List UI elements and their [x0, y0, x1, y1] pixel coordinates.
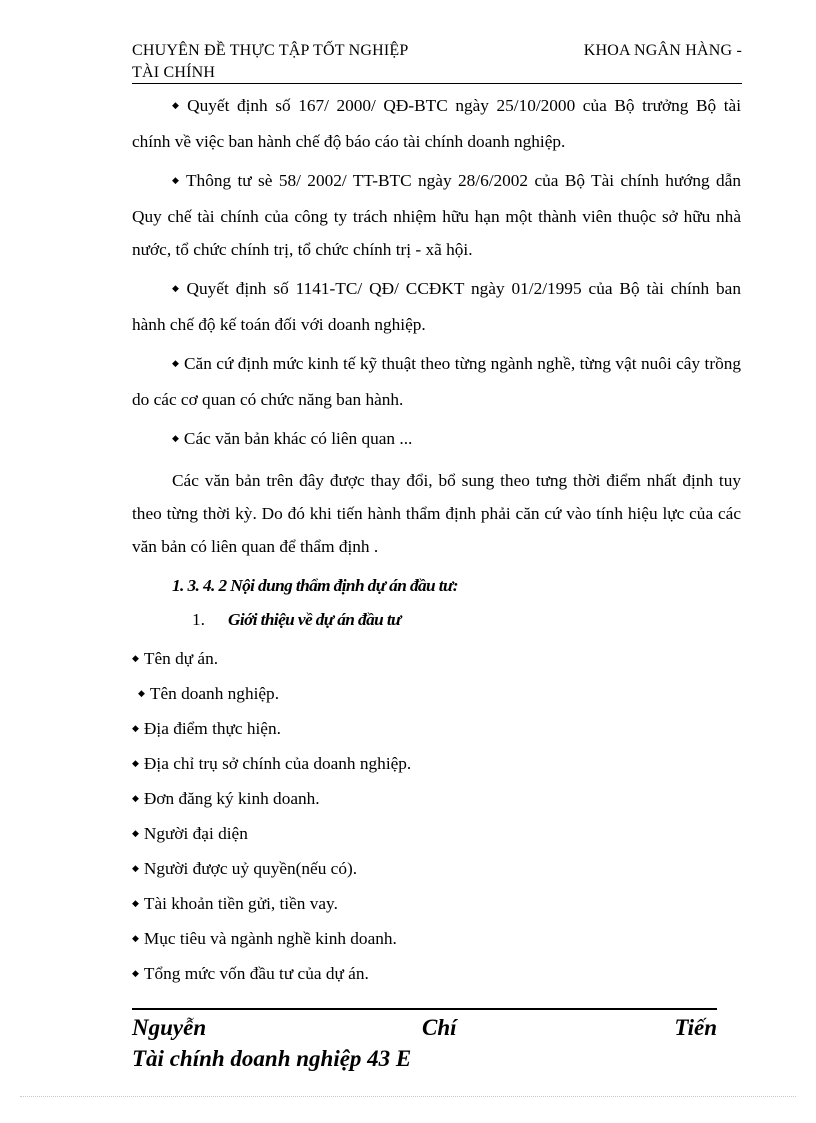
bullet-paragraph: ◆ Căn cứ định mức kinh tế kỹ thuật theo từng ngành nghề, từng vật nuôi cây trồng do các cơ quan có chức năng ban hành. — [132, 347, 741, 416]
footer-rule — [132, 1008, 717, 1010]
subsection-title: Giới thiệu về dự án đầu tư — [228, 610, 401, 629]
list-item: ◆ Địa điểm thực hiện. — [132, 711, 741, 746]
list-item: ◆ Tài khoản tiền gửi, tiền vay. — [132, 886, 741, 921]
list-item: ◆ Tổng mức vốn đầu tư của dự án. — [132, 956, 741, 991]
list-item: ◆ Đơn đăng ký kinh doanh. — [132, 781, 741, 816]
subsection-number: 1. — [192, 610, 205, 629]
header-left-line2: TÀI CHÍNH — [132, 64, 216, 81]
header-left — [132, 40, 408, 84]
list-item: ◆ Địa chỉ trụ sở chính của doanh nghiệp. — [132, 746, 741, 781]
footer-author-word: Nguyễn — [132, 1015, 207, 1040]
footer-author-word: Chí — [422, 1015, 457, 1040]
page-header — [132, 40, 742, 84]
header-left-line1: CHUYÊN ĐỀ THỰC TẬP TỐT NGHIỆP — [132, 42, 409, 59]
section-heading: 1. 3. 4. 2 Nội dung thẩm định dự án đầu tư: — [172, 576, 458, 595]
footer-author — [132, 1012, 717, 1044]
list-item: ◆ Tên dự án. — [132, 641, 741, 676]
list-item: ◆ Mục tiêu và ngành nghề kinh doanh. — [132, 921, 741, 956]
footer-class: Tài chính doanh nghiệp 43 E — [132, 1046, 412, 1071]
header-right: KHOA NGÂN HÀNG - — [583, 42, 742, 59]
list-item: ◆ Tên doanh nghiệp. — [132, 676, 741, 711]
bullet-paragraph: ◆ Thông tư sè 58/ 2002/ TT-BTC ngày 28/6/2002 của Bộ Tài chính hướng dẫn Quy chế tài chính của công ty trách nhiệm hữu hạn một thành viên thuộc sở hữu nhà nước, tổ chức chính trị, tổ chức chính trị - xã hội. — [132, 164, 741, 266]
list-item: ◆ Người được uỷ quyền(nếu có). — [132, 851, 741, 886]
body-paragraph: Các văn bản trên đây được thay đổi, bổ sung theo tưng thời điểm nhất định tuy theo từng thời kỳ. Do đó khi tiến hành thẩm định phải căn cứ vào tính hiệu lực của các văn bản có liên quan để thẩm định . — [132, 471, 741, 556]
bullet-paragraph: ◆ Quyết định số 1141-TC/ QĐ/ CCĐKT ngày 01/2/1995 của Bộ tài chính ban hành chế độ kế toán đối với doanh nghiệp. — [132, 272, 741, 341]
bullet-paragraph: ◆ Quyết định số 167/ 2000/ QĐ-BTC ngày 25/10/2000 của Bộ trưởng Bộ tài chính về việc ban hành chế độ báo cáo tài chính doanh nghiệp. — [132, 89, 741, 158]
list-item: ◆ Người đại diện — [132, 816, 741, 851]
header-rule — [132, 83, 742, 84]
footer-author-word: Tiến — [674, 1015, 717, 1040]
page-footer — [132, 1012, 717, 1074]
bullet-paragraph: ◆ Các văn bản khác có liên quan ... — [132, 422, 741, 458]
subsection-heading — [192, 603, 741, 637]
document-body — [132, 89, 741, 991]
page-edge — [20, 1096, 796, 1097]
